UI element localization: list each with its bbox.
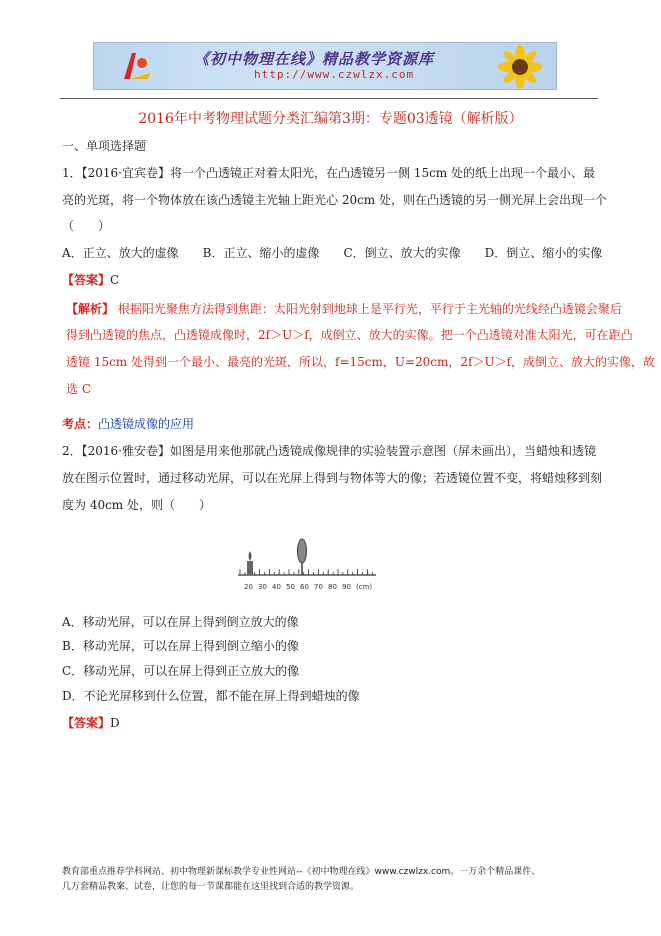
q2-line-2: 放在图示位置时，通过移动光屏，可以在光屏上得到与物体等大的像；若透镜位置不变，将蜡烛移到刻: [62, 471, 603, 485]
kaodian-label: 考点：: [62, 417, 99, 431]
banner-url[interactable]: http://www.czwlzx.com: [254, 68, 415, 81]
header-divider: [60, 98, 598, 99]
optical-bench-figure: [236, 535, 406, 597]
q1-analysis-4: 选 C: [66, 382, 91, 396]
q1-answer: [62, 272, 119, 288]
q1-line-3: （ ）: [62, 219, 111, 233]
document-title: 2016年中考物理试题分类汇编第3期：专题03透镜（解析版）: [138, 111, 523, 127]
tick-label: 20: [244, 583, 253, 591]
q2-line-1: 2．【2016·雅安卷】如图是用来他那就凸透镜成像规律的实验装置示意图（屏未画出），当蜡烛和透镜: [62, 444, 596, 458]
q2-option-b: B．移动光屏，可以在屏上得到倒立缩小的像: [62, 639, 299, 653]
q1-line-1: 1．【2016·宜宾卷】将一个凸透镜正对着太阳光，在凸透镜另一侧 15cm 处的纸上出现一个最小、最: [62, 166, 595, 180]
tick-label: 40: [272, 583, 281, 591]
q2-option-d: D．不论光屏移到什么位置，都不能在屏上得到蜡烛的像: [62, 689, 360, 703]
analysis-text-1: 根据阳光聚焦方法得到焦距：太阳光射到地球上是平行光，平行于主光轴的光线经凸透镜会聚后: [117, 302, 622, 316]
header-banner: [93, 42, 557, 90]
tick-label: 50: [286, 583, 295, 591]
analysis-label: 【解析】: [66, 302, 115, 316]
tick-label: 70: [314, 583, 323, 591]
tick-label: 90: [342, 583, 351, 591]
footer-line-2: 几万套精品教案、试卷，让您的每一节课都能在这里找到合适的教学资源。: [62, 882, 360, 892]
answer-value: C: [110, 273, 120, 287]
tick-label: 30: [258, 583, 267, 591]
candle-icon: [247, 551, 253, 575]
site-logo-icon: [120, 49, 154, 83]
q2-option-c: C．移动光屏，可以在屏上得到正立放大的像: [62, 664, 300, 678]
q1-analysis-2: 得到凸透镜的焦点，凸透镜成像时，2f＞U＞f，成倒立、放大的实像。把一个凸透镜对准太阳光，可在距凸: [66, 328, 633, 342]
q2-line-3: 度为 40cm 处，则（ ）: [62, 498, 211, 512]
answer-value: D: [110, 716, 120, 730]
tick-label: (cm): [356, 583, 373, 591]
q2-option-a: A．移动光屏，可以在屏上得到倒立放大的像: [62, 615, 299, 629]
section-heading: 一、单项选择题: [62, 139, 147, 153]
q1-analysis-3: 透镜 15cm 处得到一个最小、最亮的光斑，所以，f=15cm，U=20cm，2f＞U＞f，成倒立、放大的实像，故: [66, 355, 656, 369]
q1-line-2: 亮的光斑，将一个物体放在该凸透镜主光轴上距光心 20cm 处，则在凸透镜的另一侧光屏上会出现一个: [62, 193, 608, 207]
answer-label: 【答案】: [62, 273, 111, 287]
q1-analysis-1: [66, 301, 622, 317]
sunflower-icon: [482, 45, 552, 89]
banner-title: 《初中物理在线》精品教学资源库: [194, 50, 435, 68]
q1-options: A．正立、放大的虚像 B．正立、缩小的虚像 C．倒立、放大的实像 D．倒立、缩小的实像: [62, 246, 603, 260]
footer-line-1: 教育部重点推荐学科网站、初中物理新课标教学专业性网站--《初中物理在线》www.czwlzx.com。一万余个精品课件、: [62, 867, 541, 877]
tick-label: 80: [328, 583, 337, 591]
tick-label: 60: [300, 583, 309, 591]
kaodian-text: 凸透镜成像的应用: [98, 417, 195, 431]
q2-answer: [62, 715, 120, 731]
answer-label: 【答案】: [62, 716, 111, 730]
q1-kaodian: [62, 416, 194, 432]
